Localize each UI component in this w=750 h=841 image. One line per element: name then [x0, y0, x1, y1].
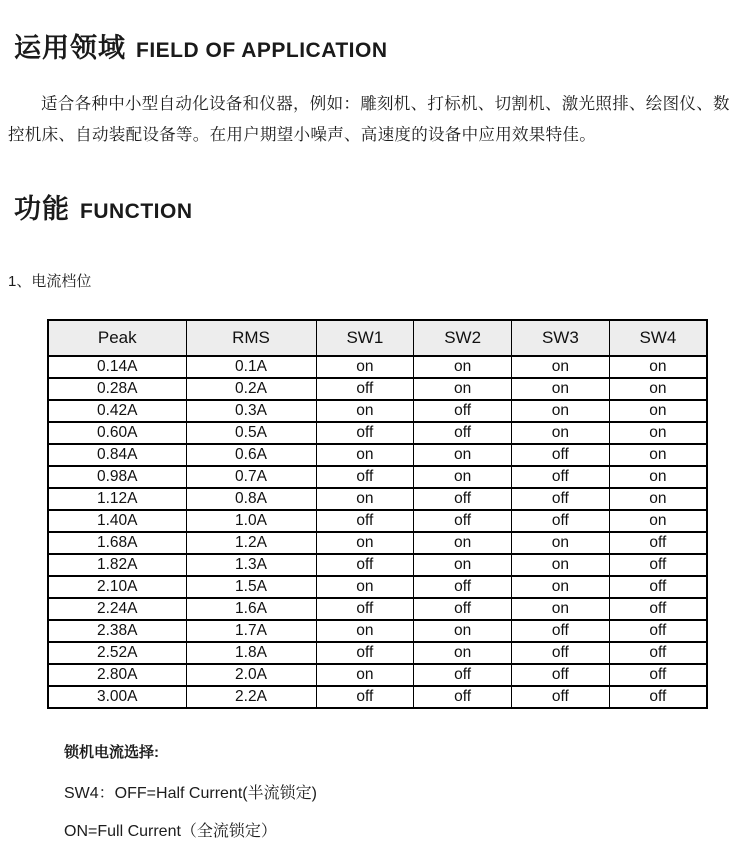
- table-cell: on: [316, 356, 414, 378]
- table-cell: off: [512, 466, 610, 488]
- notes-title: 锁机电流选择:: [64, 744, 159, 761]
- table-row: [48, 576, 707, 598]
- table-cell: on: [512, 576, 610, 598]
- table-cell: on: [609, 400, 707, 422]
- header-cell: RMS: [186, 320, 316, 356]
- table-cell: on: [414, 532, 512, 554]
- current-setting-item-label: 1、电流档位: [8, 273, 92, 290]
- table-row: [48, 510, 707, 532]
- table-row: [48, 378, 707, 400]
- table-row: [48, 356, 707, 378]
- table-cell: 0.1A: [186, 356, 316, 378]
- table-cell: on: [609, 466, 707, 488]
- table-cell: on: [414, 466, 512, 488]
- table-cell: off: [512, 510, 610, 532]
- table-cell: 1.2A: [186, 532, 316, 554]
- table-cell: off: [609, 642, 707, 664]
- table-header-row: [48, 320, 707, 356]
- table-cell: 1.8A: [186, 642, 316, 664]
- table-cell: off: [414, 510, 512, 532]
- table-cell: off: [512, 620, 610, 642]
- table-cell: 0.2A: [186, 378, 316, 400]
- table-cell: on: [414, 444, 512, 466]
- table-cell: on: [609, 356, 707, 378]
- header-cell: SW2: [414, 320, 512, 356]
- table-cell: 0.28A: [48, 378, 186, 400]
- table-cell: on: [316, 620, 414, 642]
- table-cell: on: [316, 400, 414, 422]
- header-cell: SW3: [512, 320, 610, 356]
- table-cell: 0.60A: [48, 422, 186, 444]
- header-cell: SW4: [609, 320, 707, 356]
- table-cell: 1.5A: [186, 576, 316, 598]
- table-cell: off: [316, 598, 414, 620]
- current-settings-table: [47, 319, 708, 709]
- table-cell: off: [316, 554, 414, 576]
- table-cell: off: [414, 686, 512, 708]
- table-cell: off: [414, 664, 512, 686]
- table-row: [48, 532, 707, 554]
- table-cell: on: [609, 378, 707, 400]
- table-cell: 1.40A: [48, 510, 186, 532]
- table-cell: on: [512, 422, 610, 444]
- table-cell: 0.98A: [48, 466, 186, 488]
- table-cell: 1.6A: [186, 598, 316, 620]
- table-cell: 0.6A: [186, 444, 316, 466]
- table-cell: 1.12A: [48, 488, 186, 510]
- table-cell: off: [609, 576, 707, 598]
- application-section-heading: [14, 26, 750, 65]
- table-cell: 2.80A: [48, 664, 186, 686]
- header-cell: SW1: [316, 320, 414, 356]
- table-cell: on: [414, 378, 512, 400]
- table-cell: on: [316, 444, 414, 466]
- table-cell: 1.68A: [48, 532, 186, 554]
- table-cell: off: [414, 488, 512, 510]
- table-cell: on: [512, 598, 610, 620]
- application-heading-zh: 运用领域: [14, 33, 126, 63]
- table-cell: on: [316, 488, 414, 510]
- table-cell: on: [512, 554, 610, 576]
- table-cell: off: [609, 598, 707, 620]
- table-row: [48, 444, 707, 466]
- function-section-heading: [14, 187, 750, 226]
- table-cell: 1.3A: [186, 554, 316, 576]
- table-row: [48, 554, 707, 576]
- table-row: [48, 598, 707, 620]
- table-cell: off: [512, 642, 610, 664]
- table-row: [48, 664, 707, 686]
- table-cell: off: [609, 554, 707, 576]
- lock-current-notes: [64, 741, 750, 841]
- table-cell: 0.14A: [48, 356, 186, 378]
- table-cell: 1.7A: [186, 620, 316, 642]
- table-cell: 0.3A: [186, 400, 316, 422]
- table-cell: off: [609, 620, 707, 642]
- table-cell: 2.24A: [48, 598, 186, 620]
- table-cell: 2.52A: [48, 642, 186, 664]
- table-cell: 0.8A: [186, 488, 316, 510]
- table-cell: on: [512, 400, 610, 422]
- table-cell: on: [414, 642, 512, 664]
- function-heading-zh: 功能: [14, 194, 70, 224]
- header-cell: Peak: [48, 320, 186, 356]
- table-cell: on: [609, 510, 707, 532]
- table-cell: off: [414, 422, 512, 444]
- function-heading-en: FUNCTION: [80, 200, 193, 223]
- table-cell: off: [316, 422, 414, 444]
- table-cell: on: [609, 488, 707, 510]
- table-cell: on: [316, 532, 414, 554]
- table-cell: on: [414, 554, 512, 576]
- table-cell: on: [512, 356, 610, 378]
- table-cell: on: [609, 422, 707, 444]
- table-cell: off: [414, 576, 512, 598]
- table-cell: on: [512, 532, 610, 554]
- table-cell: 3.00A: [48, 686, 186, 708]
- table-cell: off: [512, 488, 610, 510]
- table-cell: off: [414, 400, 512, 422]
- table-cell: off: [316, 466, 414, 488]
- table-cell: 2.2A: [186, 686, 316, 708]
- table-cell: 0.42A: [48, 400, 186, 422]
- table-cell: off: [609, 686, 707, 708]
- notes-sw4-off-line: SW4：OFF=Half Current(半流锁定): [64, 785, 317, 802]
- table-cell: off: [316, 378, 414, 400]
- table-row: [48, 400, 707, 422]
- application-heading-en: FIELD OF APPLICATION: [136, 39, 388, 62]
- table-cell: 2.38A: [48, 620, 186, 642]
- notes-sw4-on-line: ON=Full Current（全流锁定）: [64, 823, 277, 840]
- table-cell: on: [609, 444, 707, 466]
- table-row: [48, 422, 707, 444]
- table-row: [48, 620, 707, 642]
- table-cell: off: [316, 510, 414, 532]
- table-cell: off: [512, 444, 610, 466]
- table-cell: off: [316, 686, 414, 708]
- application-paragraph: 适合各种中小型自动化设备和仪器，例如：雕刻机、打标机、切割机、激光照排、绘图仪、数控机床、自动装配设备等。在用户期望小噪声、高速度的设备中应用效果特佳。: [8, 95, 730, 144]
- table-row: [48, 466, 707, 488]
- table-cell: 0.84A: [48, 444, 186, 466]
- table-cell: off: [609, 532, 707, 554]
- table-cell: 2.10A: [48, 576, 186, 598]
- table-cell: on: [316, 664, 414, 686]
- table-cell: on: [414, 620, 512, 642]
- table-cell: on: [316, 576, 414, 598]
- table-cell: off: [609, 664, 707, 686]
- table-cell: off: [512, 686, 610, 708]
- document-page: [0, 26, 750, 840]
- table-cell: on: [414, 356, 512, 378]
- table-cell: 0.7A: [186, 466, 316, 488]
- table-cell: off: [414, 598, 512, 620]
- table-row: [48, 488, 707, 510]
- table-row: [48, 642, 707, 664]
- table-cell: off: [512, 664, 610, 686]
- table-cell: off: [316, 642, 414, 664]
- table-cell: 1.0A: [186, 510, 316, 532]
- table-cell: 2.0A: [186, 664, 316, 686]
- table-cell: on: [512, 378, 610, 400]
- table-cell: 0.5A: [186, 422, 316, 444]
- table-cell: 1.82A: [48, 554, 186, 576]
- table-row: [48, 686, 707, 708]
